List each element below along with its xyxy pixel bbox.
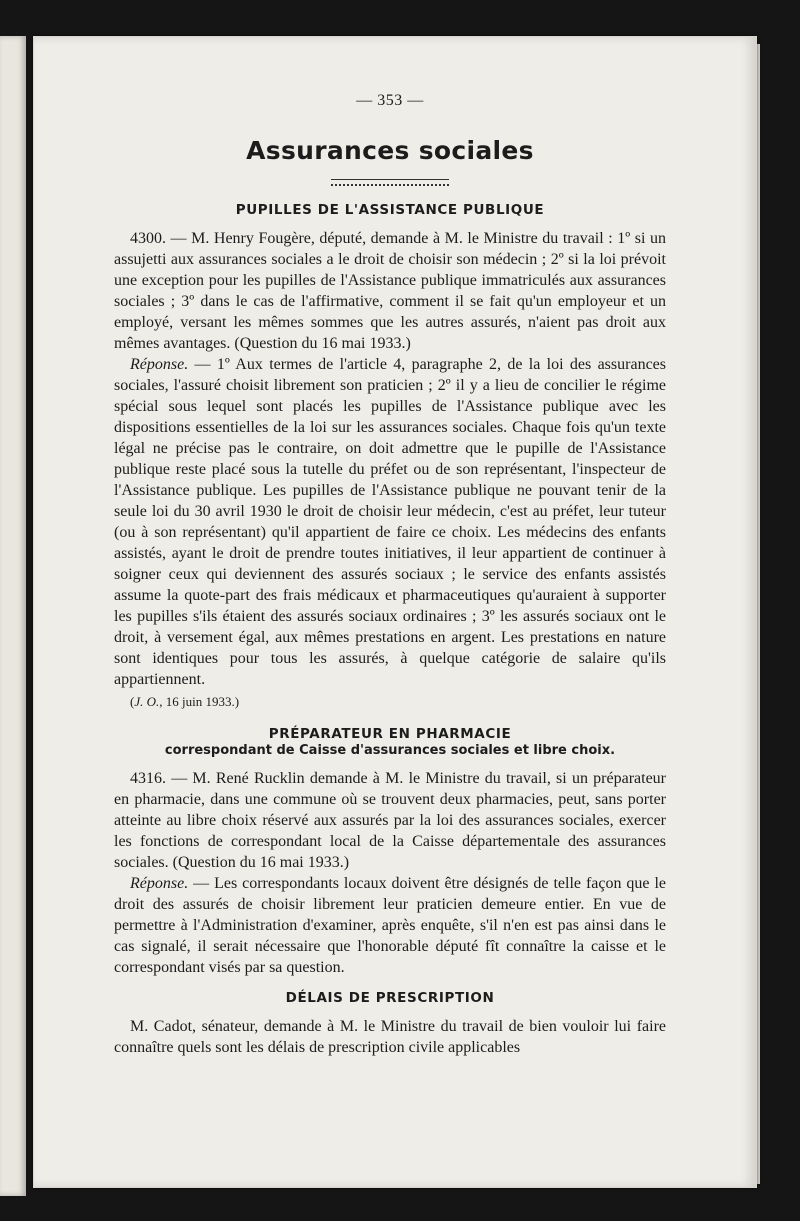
- section-preparateur: [114, 726, 666, 978]
- citation: (J. O., 16 juin 1933.): [130, 694, 240, 709]
- section-delais: [114, 990, 666, 1058]
- question-paragraph: 4316. — M. René Rucklin demande à M. le Ministre du travail, si un préparateur en pharmacie, dans une commune où se trouvent deux pharmacies, peut, sans porter atteinte au libre choix réservé aux assurés par la loi des assurances sociales, exercer les fonctions de correspondant local de la Caisse départementale des assurances sociales. (Question du 16 mai 1933.): [114, 770, 666, 871]
- previous-page-edge: [0, 36, 26, 1196]
- page-title: Assurances sociales: [246, 136, 534, 165]
- question-paragraph: M. Cadot, sénateur, demande à M. le Ministre du travail de bien vouloir lui faire connaître quels sont les délais de prescription civile applicables: [114, 1018, 666, 1056]
- answer-paragraph: [114, 873, 666, 978]
- citation-date: , 16 juin 1933.): [159, 694, 240, 709]
- citation-source: J. O.: [134, 694, 160, 709]
- answer-label: Réponse.: [130, 356, 189, 373]
- section-subheading: correspondant de Caisse d'assurances sociales et libre choix.: [164, 743, 616, 758]
- answer-label: Réponse.: [130, 875, 189, 892]
- page-content: [114, 92, 666, 1058]
- question-paragraph: 4300. — M. Henry Fougère, député, demande à M. le Ministre du travail : 1º si un assujetti aux assurances sociales a le droit de choisir son médecin ; 2º si la loi prévoit une exception pour les pupilles de l'Assistance publique immatriculés aux assurances sociales ; 3º dans le cas de l'affirmative, comment il se fait qu'un employeur et un employé, versant les mêmes sommes que les autres assurés, n'aient pas droit aux mêmes avantages. (Question du 16 mai 1933.): [114, 230, 666, 352]
- section-gap: [114, 978, 666, 990]
- title-divider: [331, 179, 449, 186]
- section-heading: PRÉPARATEUR EN PHARMACIE: [268, 726, 512, 742]
- answer-text: — 1º Aux termes de l'article 4, paragraphe 2, de la loi des assurances sociales, l'assuré choisit librement son praticien ; 2º il y a lieu de concilier le régime spécial sous lequel sont placés les pupilles de l'Assistance publique avec les dispositions essentielles de la loi sur les assurances sociales. Chaque fois qu'un texte légal ne précise pas le contraire, on doit admettre que le pupille de l'Assistance publique reste placé sous la tutelle du préfet ou de son représentant, l'inspecteur de l'Assistance publique. Les pupilles de l'Assistance publique ne pouvant tenir de la seule loi du 30 avril 1930 le droit de choisir leur médecin, c'est au préfet, leur tuteur (ou à son représentant) qu'il appartient de faire ce choix. Les médecins des enfants assistés, ayant le droit de prendre toutes initiatives, il leur appartient de continuer à soigner ceux qui deviennent des assurés sociaux ; le service des enfants assistés assume la quote-part des frais médicaux et pharmaceutiques qu'auraient à supporter les pupilles s'ils étaient des assurés sociaux ordinaires ; 3º les assurés sociaux ont le droit, à versement égal, aux mêmes prestations en argent. Les prestations en nature sont identiques pour tous les assurés, à quelque catégorie de salaire qu'ils appartiennent.: [114, 356, 666, 688]
- page-number: — 353 —: [356, 92, 424, 109]
- answer-paragraph: [114, 354, 666, 690]
- answer-text: — Les correspondants locaux doivent être désignés de telle façon que le droit des assurés de choisir librement leur praticien demeure entier. En vue de permettre à l'Administration d'examiner, après enquête, s'il n'en est pas ainsi dans le cas signalé, il serait nécessaire que l'honorable député fît connaître la caisse et le correspondant visés par sa question.: [114, 875, 666, 976]
- section-heading: PUPILLES DE L'ASSISTANCE PUBLIQUE: [235, 202, 545, 218]
- section-heading: DÉLAIS DE PRESCRIPTION: [285, 990, 495, 1006]
- section-pupilles: [114, 202, 666, 712]
